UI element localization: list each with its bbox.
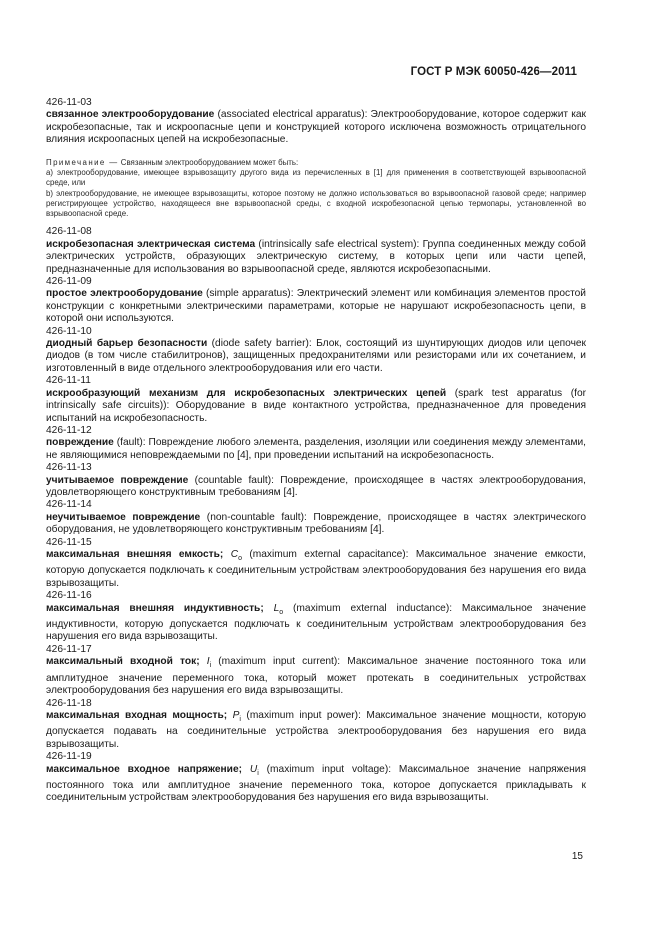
entry-term: максимальная внешняя емкость;	[46, 548, 224, 560]
entry-symbol-subscript: o	[238, 555, 242, 562]
definition-entry	[46, 462, 586, 499]
document-code: ГОСТ Р МЭК 60050-426—2011	[410, 66, 577, 78]
entry-number: 426-11-16	[46, 590, 92, 602]
definition-entry	[46, 644, 586, 698]
entry-number: 426-11-13	[46, 462, 92, 474]
entry-term: максимальное входное напряжение;	[46, 763, 243, 775]
entry-term: неучитываемое повреждение	[46, 511, 201, 523]
entry-number: 426-11-15	[46, 536, 92, 548]
entry-definition: (diode safety barrier): Блок, состоящий из шунтирующих диодов или цепочек диодов (в том числе стабилитронов), защищенных предохранителями или резисторами или их сочетанием, и изготовленный в виде отдельного электрооборудования или его части.	[46, 338, 586, 374]
entry-number: 426-11-14	[46, 499, 92, 511]
entry-symbol-subscript: i	[239, 715, 241, 723]
note-intro	[46, 158, 586, 168]
entry-text	[46, 475, 586, 500]
definition-entry	[46, 326, 586, 376]
entry-definition: (fault): Повреждение любого элемента, разделения, изоляции или соединения между элементами, не являющимися неповреждаемыми по [4], при проведении испытаний на искробезопасность.	[46, 437, 586, 461]
entry-text	[46, 109, 586, 146]
definition-list	[46, 226, 586, 804]
entry-number: 426-11-12	[46, 424, 92, 436]
entry-definition: (non-countable fault): Повреждение, происходящее в частях электрического оборудования, не удовлетворяющего конструктивным требованиям [4].	[46, 511, 586, 536]
entry-text	[46, 603, 586, 644]
entry-definition: (associated electrical apparatus): Электрооборудование, которое содержит как искробезопасные, так и искроопасные цепи и конструкцией которого исключена возможность отрицательного влияния искроопасных цепей на искробезопасные.	[46, 109, 586, 146]
entry-number: 426-11-19	[46, 751, 92, 763]
entry-number: 426-11-03	[46, 97, 92, 108]
entry-text	[46, 239, 586, 276]
entry-term: искробезопасная электрическая система	[46, 238, 256, 250]
entry-definition: (countable fault): Повреждение, происходящее в частях электрооборудования, удовлетворяющего конструктивным требованиям [4].	[46, 474, 586, 498]
definition-entry	[46, 698, 586, 752]
entry-number: 426-11-09	[46, 276, 92, 288]
note-item-a: a) электрооборудование, имеющее взрывозащиту другого вида из перечисленных в [1] для применения в соответствующей взрывоопасной среде, или	[46, 167, 586, 188]
entry-number: 426-11-18	[46, 697, 92, 709]
entry-term: искрообразующий механизм для искробезопасных электрических цепей	[46, 387, 447, 399]
definition-entry	[46, 751, 586, 805]
entry-term: связанное электрооборудование	[46, 109, 215, 121]
entry-definition: (simple apparatus): Электрический элемент или комбинация элементов простой конструкции с конкретными электрическими параметрами, которые не нарушают искробезопасность цепи, в которой они используются.	[46, 288, 586, 325]
entry-term: диодный барьер безопасности	[46, 338, 208, 350]
note-block	[46, 158, 586, 220]
definition-entry	[46, 226, 586, 276]
entry-text	[46, 338, 586, 375]
entry-definition: (maximum input voltage): Максимальное значение напряжения постоянного тока или амплитудное значение переменного тока, которое допускается прикладывать к соединительным устройствам электрооборудования без нарушения его вида взрывозащиты.	[46, 763, 586, 804]
definition-entry	[46, 97, 586, 147]
entry-number: 426-11-08	[46, 226, 92, 238]
entry-term: учитываемое повреждение	[46, 474, 189, 486]
entry-text	[46, 710, 586, 751]
entry-text	[46, 764, 586, 805]
entry-definition: (maximum input power): Максимальное значение мощности, которую допускается подавать на соединительные устройства электрооборудования без нарушения его вида взрывозащиты.	[46, 709, 586, 750]
entry-number: 426-11-10	[46, 325, 92, 337]
entry-symbol-subscript: i	[257, 769, 259, 777]
entry-text	[46, 437, 586, 462]
note-title: Примечание —	[46, 157, 119, 167]
entry-text	[46, 656, 586, 697]
note-item-b: b) электрооборудование, не имеющее взрывозащиты, которое поэтому не должно использоваться во взрывоопасной газовой среде; например регистрирующее устройство, находящееся вне взрывоопасной среды, с входной искробезопасной цепью термопары, установленной во взрывоопасной среде.	[46, 188, 586, 219]
note-intro-text: Связанным электрооборудованием может быть:	[118, 157, 299, 167]
entry-text	[46, 388, 586, 425]
entry-term: максимальная входная мощность;	[46, 709, 228, 721]
entry-symbol-subscript: i	[209, 662, 212, 670]
entry-symbol: U	[249, 763, 258, 775]
entry-text	[46, 288, 586, 325]
entry-definition: (maximum input current): Максимальное значение постоянного тока или амплитудное значение переменного тока, который может протекать в соединительных устройствах электрооборудования без нарушения его вида взрывозащиты.	[46, 656, 586, 697]
entry-number: 426-11-17	[46, 643, 92, 655]
entry-definition: (spark test apparatus (for intrinsically safe circuits)): Оборудование в виде контактного устройства, предназначенное для проведения испытаний на искробезопасность.	[46, 387, 587, 424]
definition-entry	[46, 499, 586, 536]
definition-entry	[46, 276, 586, 326]
entry-symbol-subscript: o	[279, 608, 284, 616]
entry-definition: (intrinsically safe electrical system): Группа соединенных между собой электрических устройств, образующих электрическую систему, в которых цепи или части цепей, предназначенные для использования во взрывоопасной среде, являются искробезопасными.	[46, 238, 587, 275]
definition-entry	[46, 375, 586, 425]
entry-term: повреждение	[46, 437, 114, 449]
entry-term: максимальный входной ток;	[46, 656, 200, 668]
document-body	[46, 97, 586, 805]
entry-term: простое электрооборудование	[46, 288, 203, 300]
entry-symbol: P	[232, 709, 240, 721]
entry-text	[46, 549, 586, 590]
entry-symbol: I	[206, 656, 210, 668]
definition-entry	[46, 590, 586, 644]
entry-definition: (maximum external inductance): Максимальное значение индуктивности, которую допускается подключать к соединительным устройствам электрооборудования без нарушения его вида взрывозащиты.	[46, 602, 586, 643]
entry-symbol: C	[230, 548, 239, 560]
entry-term: максимальная внешняя индуктивность;	[46, 602, 264, 614]
entry-symbol: L	[273, 602, 280, 614]
entry-definition: (maximum external capacitance): Максимальное значение емкости, которую допускается подключать к соединительным устройствам электрооборудования без нарушения его вида взрывозащиты.	[46, 548, 586, 589]
definition-entry	[46, 425, 586, 462]
entry-number: 426-11-11	[46, 375, 91, 387]
definition-entry	[46, 537, 586, 591]
entry-text	[46, 512, 586, 537]
page-number: 15	[571, 851, 583, 862]
